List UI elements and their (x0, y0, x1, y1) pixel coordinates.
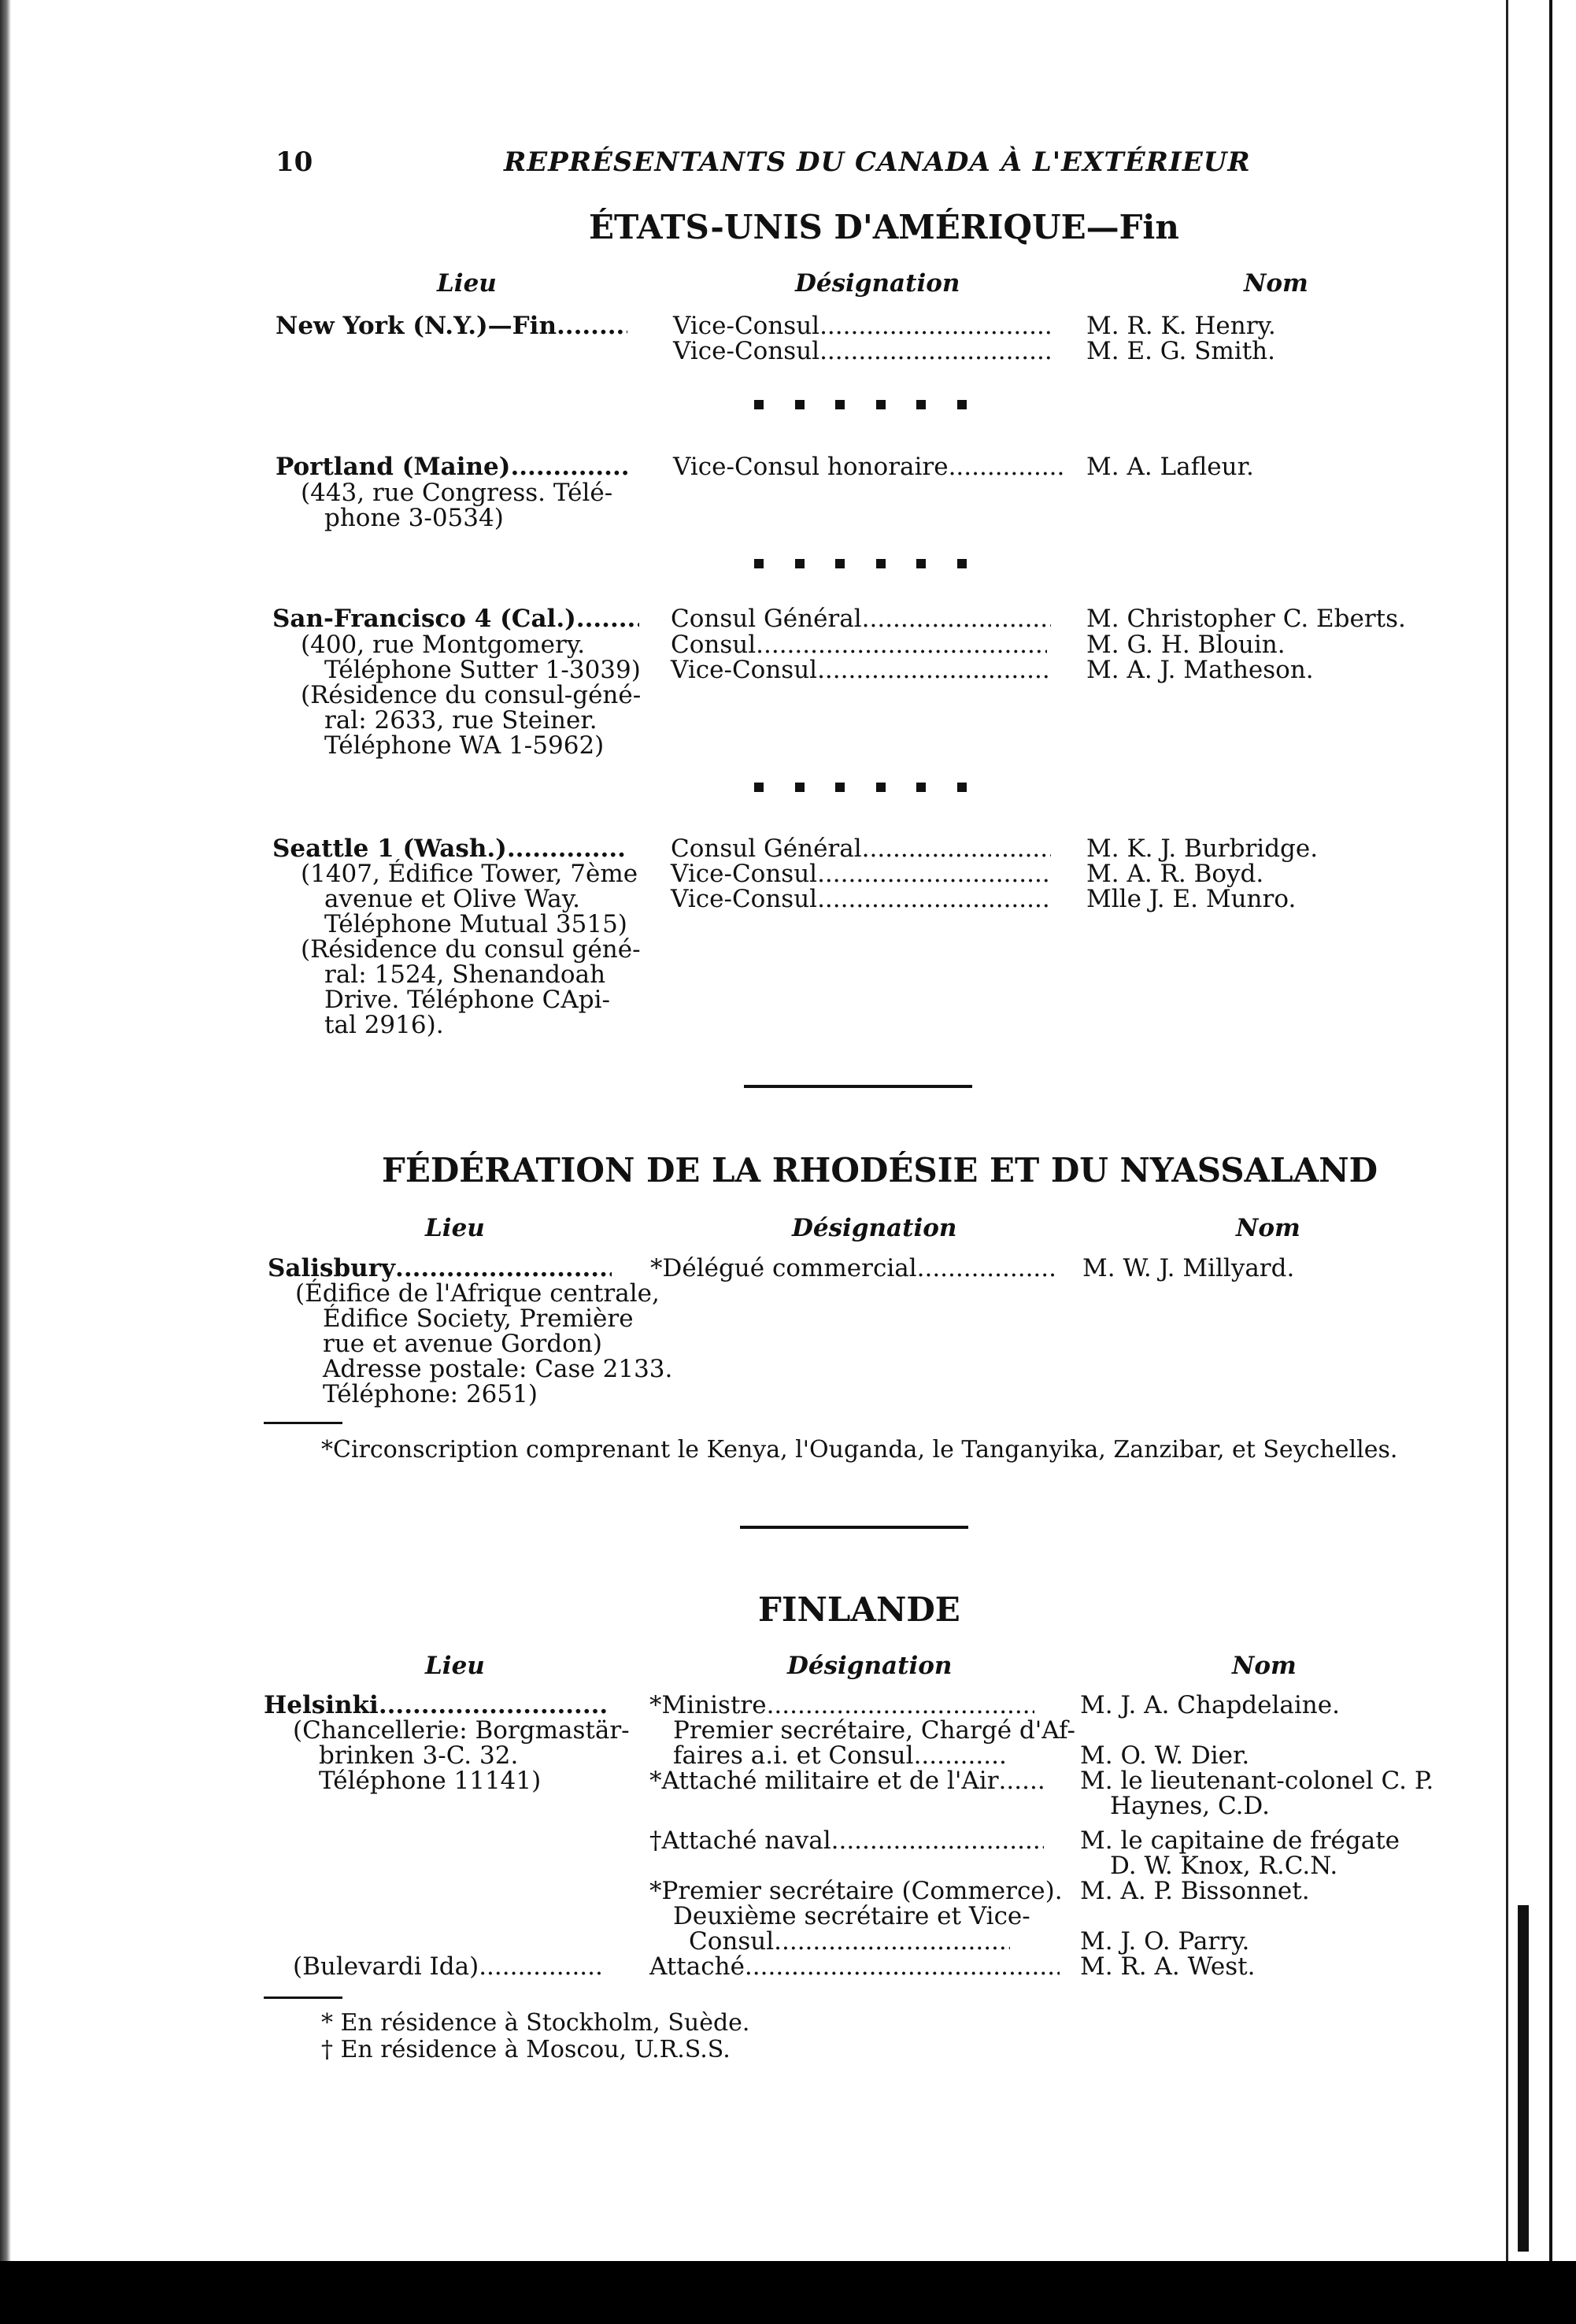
entry-place-san-francisco: San-Francisco 4 (Cal.)..... (272, 606, 639, 631)
omission-dots (754, 783, 967, 792)
column-header-nom: Nom (1236, 1214, 1300, 1242)
column-header-lieu: Lieu (425, 1214, 485, 1242)
entry-designation: †Attaché naval..... (649, 1828, 1044, 1853)
entry-designation: Vice-Consul..... (673, 313, 1052, 339)
entry-address-line: avenue et Olive Way. (324, 885, 580, 913)
running-head: REPRÉSENTANTS DU CANADA À L'EXTÉRIEUR (504, 146, 1251, 178)
entry-name: M. R. A. West. (1080, 1952, 1256, 1981)
entry-address-line: tal 2916). (324, 1011, 444, 1039)
entry-address-line: Drive. Téléphone CApi- (324, 986, 611, 1014)
entry-name: M. W. J. Millyard. (1082, 1254, 1295, 1282)
section-title-etats-unis: ÉTATS-UNIS D'AMÉRIQUE—Fin (589, 208, 1179, 246)
entry-designation: Deuxième secrétaire et Vice- (673, 1902, 1030, 1930)
omission-dots (754, 400, 967, 409)
entry-address-line: (Résidence du consul géné- (301, 935, 641, 964)
entry-address-line: Téléphone WA 1-5962) (324, 731, 605, 760)
entry-address-line: Adresse postale: Case 2133. (323, 1355, 673, 1383)
entry-name: M. A. R. Boyd. (1086, 860, 1264, 888)
entry-address-line: (Résidence du consul-géné- (301, 681, 642, 709)
entry-name: M. le lieutenant-colonel C. P. (1080, 1767, 1434, 1795)
entry-address-line: (Chancellerie: Borgmastär- (293, 1716, 630, 1745)
entry-address-line: Téléphone Sutter 1-3039) (324, 656, 641, 684)
entry-name: Haynes, C.D. (1110, 1792, 1271, 1820)
entry-designation: Premier secrétaire, Chargé d'Af- (673, 1716, 1075, 1745)
entry-designation: *Premier secrétaire (Commerce). (649, 1877, 1063, 1905)
entry-place-portland: Portland (Maine)..... (276, 454, 628, 479)
entry-designation: faires a.i. et Consul..... (673, 1743, 1008, 1768)
page-number: 10 (276, 146, 313, 178)
entry-designation: Vice-Consul..... (671, 861, 1052, 886)
entry-address-line: ral: 2633, rue Steiner. (324, 706, 597, 735)
footnote-rule (264, 1422, 342, 1424)
entry-address-line: (Édifice de l'Afrique centrale, (295, 1279, 660, 1308)
footnote: *Circonscription comprenant le Kenya, l'Ouganda, le Tanganyika, Zanzibar, et Seychelles. (321, 1436, 1398, 1464)
entry-address-line: Téléphone 11141) (319, 1767, 542, 1795)
entry-name: M. le capitaine de frégate (1080, 1826, 1400, 1855)
entry-designation: Vice-Consul..... (673, 339, 1052, 364)
entry-address-line: Édifice Society, Première (323, 1304, 634, 1333)
entry-address-line: (443, rue Congress. Télé- (301, 479, 613, 507)
entry-place-new-york: New York (N.Y.)—Fin..... (276, 313, 627, 339)
entry-name: M. A. P. Bissonnet. (1080, 1877, 1310, 1905)
column-header-lieu: Lieu (425, 1652, 485, 1680)
column-header-designation: Désignation (787, 1652, 953, 1680)
section-title-rhodesie: FÉDÉRATION DE LA RHODÉSIE ET DU NYASSALAND (382, 1151, 1378, 1190)
entry-name: M. R. K. Henry. (1086, 312, 1276, 340)
column-header-nom: Nom (1232, 1652, 1297, 1680)
entry-designation: Vice-Consul honoraire..... (673, 454, 1063, 479)
entry-designation: Consul..... (689, 1929, 1010, 1954)
entry-name: M. A. J. Matheson. (1086, 656, 1314, 684)
entry-designation: Vice-Consul..... (671, 657, 1052, 683)
footnote: † En résidence à Moscou, U.R.S.S. (321, 2036, 731, 2063)
entry-name: M. A. Lafleur. (1086, 453, 1254, 481)
column-header-designation: Désignation (795, 269, 960, 298)
entry-address-line: ral: 1524, Shenandoah (324, 960, 606, 989)
section-divider (744, 1085, 972, 1088)
column-header-nom: Nom (1244, 269, 1308, 298)
footnote: * En résidence à Stockholm, Suède. (321, 2009, 750, 2037)
entry-address-line: (400, rue Montgomery. (301, 631, 586, 659)
entry-name: M. E. G. Smith. (1086, 337, 1275, 365)
entry-designation: Consul..... (671, 632, 1047, 657)
entry-designation: *Ministre..... (649, 1693, 1034, 1718)
entry-designation: Vice-Consul..... (671, 886, 1052, 912)
entry-address-line: (1407, Édifice Tower, 7ème (301, 860, 638, 888)
entry-name: M. Christopher C. Eberts. (1086, 605, 1406, 633)
entry-place-helsinki: Helsinki..... (264, 1693, 607, 1718)
entry-place-salisbury: Salisbury..... (268, 1256, 612, 1281)
entry-designation: Attaché..... (649, 1954, 1060, 1979)
entry-name: M. J. A. Chapdelaine. (1080, 1691, 1340, 1719)
omission-dots (754, 559, 967, 568)
entry-place-bulevardi: (Bulevardi Ida)..... (293, 1954, 605, 1979)
entry-address-line: rue et avenue Gordon) (323, 1330, 602, 1358)
column-header-lieu: Lieu (437, 269, 497, 298)
entry-name: M. K. J. Burbridge. (1086, 834, 1319, 863)
footnote-rule (264, 1996, 342, 1999)
entry-name: Mlle J. E. Munro. (1086, 885, 1297, 913)
column-header-designation: Désignation (792, 1214, 957, 1242)
section-title-finlande: FINLANDE (758, 1590, 960, 1629)
entry-address-line: brinken 3-C. 32. (319, 1741, 519, 1770)
entry-designation: Consul Général..... (671, 836, 1051, 861)
entry-address-line: phone 3-0534) (324, 504, 504, 532)
entry-address-line: Téléphone: 2651) (323, 1380, 538, 1408)
entry-name: D. W. Knox, R.C.N. (1110, 1852, 1338, 1880)
entry-place-seattle: Seattle 1 (Wash.)..... (272, 836, 625, 861)
entry-designation: *Attaché militaire et de l'Air..... (649, 1768, 1046, 1793)
entry-name: M. O. W. Dier. (1080, 1741, 1250, 1770)
section-divider (740, 1526, 968, 1529)
entry-designation: *Délégué commercial..... (650, 1256, 1055, 1281)
entry-designation: Consul Général..... (671, 606, 1051, 631)
entry-name: M. J. O. Parry. (1080, 1927, 1250, 1956)
entry-address-line: Téléphone Mutual 3515) (324, 910, 627, 938)
entry-name: M. G. H. Blouin. (1086, 631, 1286, 659)
